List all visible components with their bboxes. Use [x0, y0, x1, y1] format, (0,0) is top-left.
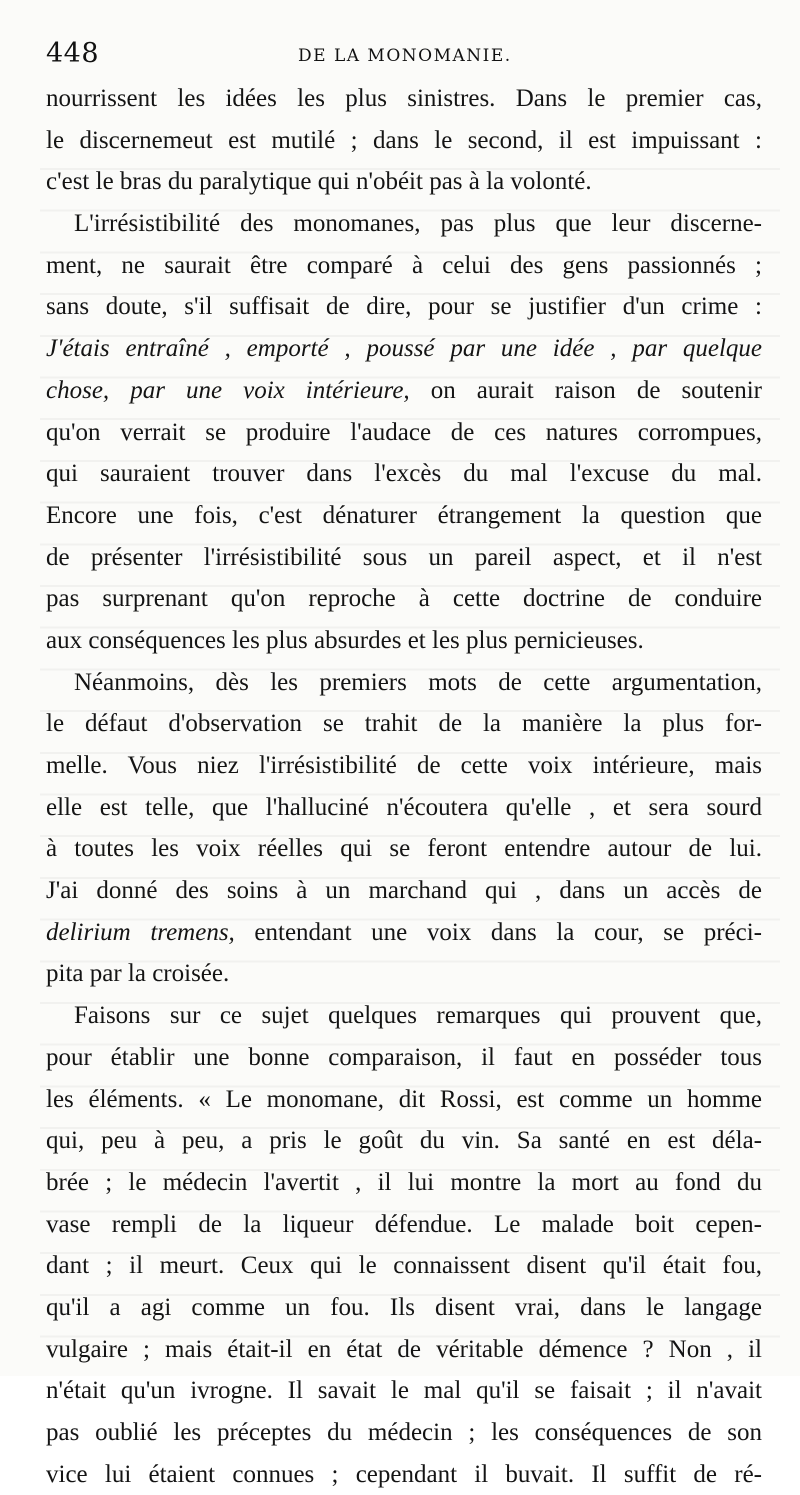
text-line: le défaut d'observation se trahit de la manière la plus for-: [46, 710, 762, 738]
body-text: [46, 78, 762, 1495]
text-line: aux conséquences les plus absurdes et les plus pernicieuses.: [46, 626, 644, 654]
text-line: qu'il a agi comme un fou. Ils disent vrai, dans le langage: [46, 1293, 762, 1321]
page-header: [46, 38, 756, 72]
text-line: pas oublié les préceptes du médecin ; les conséquences de son: [46, 1419, 762, 1446]
text-line: dant ; il meurt. Ceux qui le connaissent disent qu'il était fou,: [46, 1252, 762, 1280]
text-line: ment, ne saurait être comparé à celui des gens passionnés ;: [46, 251, 762, 279]
italic-text-run: delirium tremens,: [46, 918, 235, 946]
text-run: on aurait raison de soutenir: [409, 376, 762, 404]
text-line: c'est le bras du paralytique qui n'obéit pas à la volonté.: [46, 168, 592, 196]
text-line: Faisons sur ce sujet quelques remarques qui prouvent que,: [74, 1002, 762, 1030]
text-line: n'était qu'un ivrogne. Il savait le mal qu'il se faisait ; il n'avait: [46, 1377, 762, 1405]
text-line: vase rempli de la liqueur défendue. Le malade boit cepen-: [46, 1210, 762, 1238]
text-line: J'ai donné des soins à un marchand qui , dans un accès de: [46, 877, 762, 905]
page-number: 448: [46, 38, 100, 69]
text-line: le discernemeut est mutilé ; dans le second, il est impuissant :: [46, 126, 762, 154]
text-line: pour établir une bonne comparaison, il faut en posséder tous: [46, 1043, 762, 1071]
text-line: les éléments. « Le monomane, dit Rossi, est comme un homme: [46, 1085, 762, 1113]
text-line: [46, 912, 762, 954]
text-line: L'irrésistibilité des monomanes, pas plus que leur discerne-: [74, 210, 762, 238]
text-line: Encore une fois, c'est dénaturer étrangement la question que: [46, 501, 762, 529]
text-line: [46, 328, 762, 370]
text-line: melle. Vous niez l'irrésistibilité de cette voix intérieure, mais: [46, 752, 762, 779]
text-line: vice lui étaient connues ; cependant il buvait. Il suffit de ré-: [46, 1460, 762, 1488]
text-line: qui sauraient trouver dans l'excès du mal l'excuse du mal.: [46, 460, 762, 488]
text-line: à toutes les voix réelles qui se feront entendre autour de lui.: [46, 835, 762, 863]
italic-text-run: J'étais entraîné , emporté , poussé par une idée , par quelque: [46, 335, 762, 363]
text-line: Néanmoins, dès les premiers mots de cette argumentation,: [74, 668, 762, 696]
text-line: brée ; le médecin l'avertit , il lui montre la mort au fond du: [46, 1168, 762, 1196]
text-line: pas surprenant qu'on reproche à cette doctrine de conduire: [46, 585, 762, 613]
running-title: DE LA MONOMANIE.: [298, 46, 512, 66]
italic-text-run: chose, par une voix intérieure,: [46, 376, 410, 404]
text-run: entendant une voix dans la cour, se préci-: [234, 918, 762, 946]
text-line: [46, 370, 762, 412]
text-line: de présenter l'irrésistibilité sous un pareil aspect, et il n'est: [46, 543, 762, 571]
text-line: vulgaire ; mais était-il en état de véritable démence ? Non , il: [46, 1335, 762, 1363]
text-line: pita par la croisée.: [46, 960, 230, 988]
text-line: qui, peu à peu, a pris le goût du vin. Sa santé en est déla-: [46, 1127, 762, 1155]
text-line: qu'on verrait se produire l'audace de ces natures corrompues,: [46, 418, 762, 446]
text-line: elle est telle, que l'halluciné n'écoutera qu'elle , et sera sourd: [46, 793, 762, 821]
text-line: nourrissent les idées les plus sinistres. Dans le premier cas,: [46, 85, 762, 112]
text-line: sans doute, s'il suffisait de dire, pour se justifier d'un crime :: [46, 293, 762, 321]
